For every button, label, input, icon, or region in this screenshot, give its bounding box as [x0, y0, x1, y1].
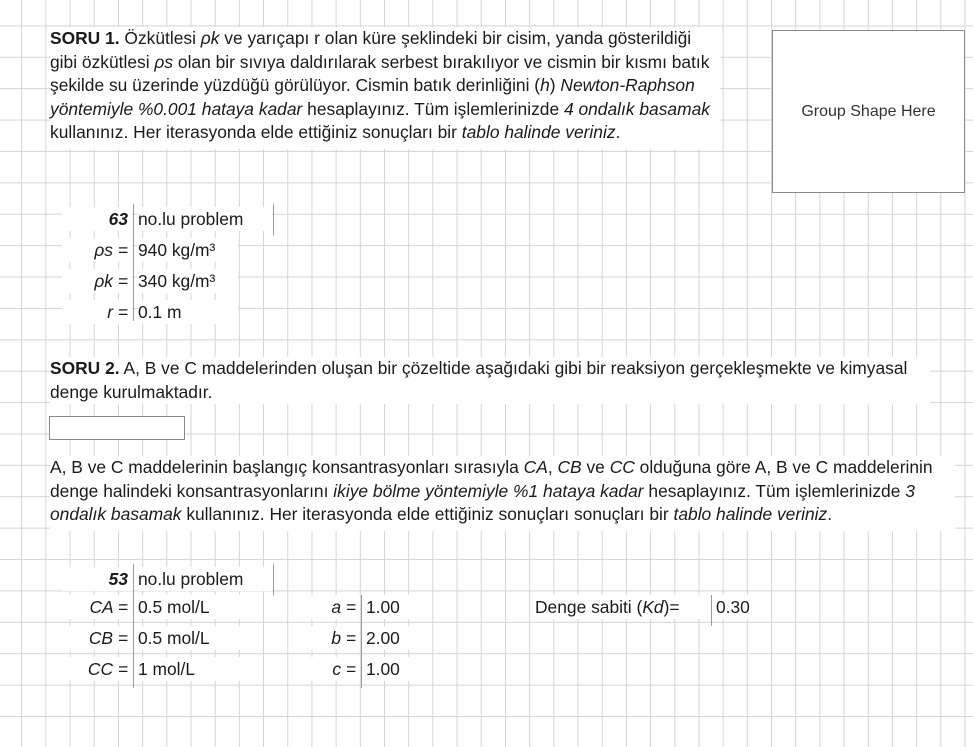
q2-label-cc — [62, 657, 132, 681]
q2-table-divider — [361, 595, 362, 688]
q2-value-c[interactable]: 1.00 — [366, 657, 426, 681]
q1-problem-number[interactable]: 63 — [62, 207, 132, 231]
q2-text-part: olduğuna göre A, B ve C maddelerinin denge halindeki konsantrasyonlarını — [50, 457, 933, 501]
q1-label-text: r = — [107, 302, 128, 322]
q2-label-a — [298, 595, 360, 619]
question-2-heading: SORU 2. — [50, 358, 120, 378]
q1-text-part: olan bir sıvıya daldırılarak serbest bırakılıyor ve cismin bir kısmı batık şekilde su üzerinde yüzdüğü görülüyor. Cismin batık derinliğini ( — [50, 51, 710, 95]
question-1-heading: SORU 1. — [50, 28, 120, 48]
kd-prefix: Denge sabiti ( — [535, 597, 643, 617]
q1-text-part: ve yarıçapı r olan küre şeklindeki bir cisim, yanda gösterildiği gibi özkütlesi — [50, 28, 692, 72]
q2-text-part: hesaplayınız. Tüm işlemlerinizde — [643, 480, 906, 501]
q2-label-cb — [62, 626, 132, 650]
symbol-rho-s: ρs — [154, 51, 174, 72]
symbol-cc: CC — [609, 457, 635, 477]
q1-text-part: hesaplayınız. Tüm işlemlerinizde — [302, 98, 564, 119]
group-shape-label: Group Shape Here — [801, 102, 936, 120]
symbol-h: h — [540, 75, 550, 95]
q2-table-phrase: tablo halinde veriniz — [673, 504, 828, 524]
q2-table-divider — [711, 595, 712, 626]
q2-table-divider — [273, 564, 274, 595]
q2-label-text: b = — [331, 628, 356, 648]
q2-label-text: c = — [332, 659, 356, 679]
q2-value-cb[interactable]: 0.5 mol/L — [138, 626, 248, 650]
q2-value-ca[interactable]: 0.5 mol/L — [138, 595, 248, 619]
q2-label-c — [298, 657, 360, 681]
q2-intro: A, B ve C maddelerinden oluşan bir çözeltide aşağıdaki gibi bir reaksiyon gerçekleşmekte ve kimyasal denge kurulmaktadır. — [50, 358, 908, 402]
q1-method: Newton-Raphson yöntemiyle %0.001 hataya kadar — [50, 75, 695, 119]
q2-text-part: ve — [581, 457, 610, 477]
q1-text-part: kullanınız. Her iterasyonda elde ettiğiniz sonuçları bir — [50, 122, 462, 142]
symbol-cb: CB — [557, 457, 582, 477]
symbol-rho-k: ρk — [200, 28, 220, 48]
q2-label-text: CB = — [88, 628, 128, 648]
q2-label-text: CC = — [87, 659, 128, 679]
question-1-text — [50, 27, 720, 149]
symbol-ca: CA — [523, 457, 548, 477]
q1-label-rho-s — [62, 238, 132, 262]
q2-label-ca — [62, 595, 132, 619]
q2-problem-number[interactable]: 53 — [62, 567, 132, 591]
q2-text-part: . — [827, 504, 833, 524]
question-2-description — [50, 456, 955, 531]
q1-text-part: . — [615, 122, 621, 142]
q2-method: ikiye bölme yöntemiyle %1 hataya kadar — [333, 480, 644, 501]
q1-table-phrase: tablo halinde veriniz — [461, 122, 616, 142]
q2-label-text: CA = — [89, 597, 128, 617]
group-shape-placeholder[interactable] — [772, 30, 965, 193]
q1-value-rho-s[interactable]: 940 kg/m³ — [138, 238, 238, 262]
q2-value-b[interactable]: 2.00 — [366, 626, 426, 650]
q2-kd-label — [535, 595, 711, 619]
q1-value-r[interactable]: 0.1 m — [138, 300, 238, 324]
q2-label-text: a = — [331, 597, 356, 617]
q1-table-divider — [133, 204, 134, 321]
q2-problem-label: no.lu problem — [138, 567, 272, 591]
q2-label-b — [298, 626, 360, 650]
q1-label-text: ρk = — [94, 271, 128, 291]
q2-text-part: A, B ve C maddelerinin başlangıç konsantrasyonları sırasıyla — [50, 457, 524, 477]
q1-text-part: Özkütlesi — [119, 28, 201, 48]
q1-table-divider — [273, 204, 274, 235]
q2-decimals: 3 ondalık basamak — [50, 480, 915, 524]
q2-value-a[interactable]: 1.00 — [366, 595, 426, 619]
q1-problem-label: no.lu problem — [138, 207, 272, 231]
q2-text-part: , — [547, 457, 558, 477]
q1-label-r — [62, 300, 132, 324]
q2-value-cc[interactable]: 1 mol/L — [138, 657, 248, 681]
q1-value-rho-k[interactable]: 340 kg/m³ — [138, 269, 238, 293]
q2-table-divider — [133, 564, 134, 688]
q2-kd-value[interactable]: 0.30 — [716, 595, 762, 619]
reaction-equation-box[interactable] — [49, 416, 185, 440]
q2-text-part: kullanınız. Her iterasyonda elde ettiğiniz sonuçları sonuçları bir — [181, 504, 674, 524]
q1-label-text: ρs = — [94, 240, 128, 260]
q1-decimals: 4 ondalık basamak — [563, 98, 710, 119]
question-2-text — [50, 357, 930, 404]
kd-symbol: Kd — [642, 597, 664, 617]
kd-suffix: )= — [663, 597, 680, 617]
q1-label-rho-k — [62, 269, 132, 293]
q1-text-part: ) — [549, 75, 561, 95]
